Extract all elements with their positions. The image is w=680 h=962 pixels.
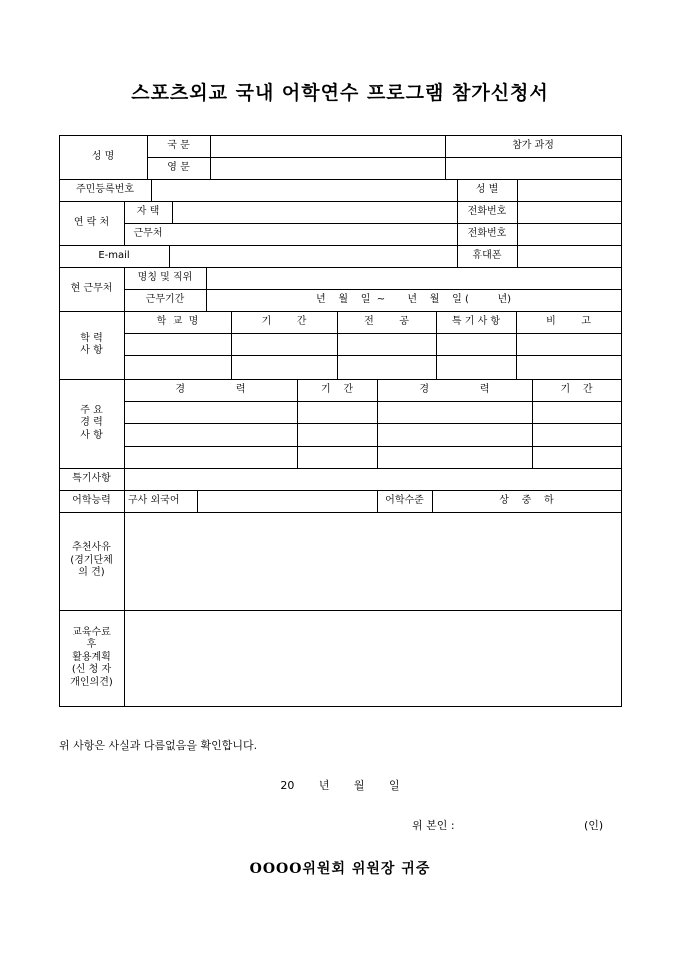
- work-period-line[interactable]: 년 월 일 ~ 년 월 일 ( 년): [315, 293, 512, 305]
- label-phone-home: 전화번호: [467, 205, 507, 217]
- date-line[interactable]: 20 년 월 일: [280, 779, 400, 792]
- input-office-address[interactable]: [172, 223, 457, 245]
- input-mobile[interactable]: [517, 245, 621, 267]
- label-work-period: 근무기간: [145, 293, 185, 305]
- input-position[interactable]: [206, 267, 621, 289]
- label-mobile: 휴대폰: [472, 249, 502, 261]
- career-col-career-2: 경 력: [419, 383, 490, 395]
- addressee: OOOO위원회 위원장 귀중: [249, 861, 431, 877]
- input-resident-number[interactable]: [151, 179, 457, 201]
- label-phone-office: 전화번호: [467, 227, 507, 239]
- input-email[interactable]: [169, 245, 457, 267]
- confirm-statement: 위 사항은 사실과 다름없음을 확인합니다.: [59, 739, 258, 752]
- edu-col-school: 학 교 명: [156, 315, 199, 327]
- edu-col-period: 기 간: [261, 315, 307, 327]
- applicant-label: 위 본인 :: [412, 819, 455, 832]
- career-col-period-1: 기 간: [320, 383, 354, 395]
- label-name: 성 명: [91, 150, 115, 162]
- label-course: 참가 과정: [512, 139, 554, 151]
- label-korean: 국 문: [167, 139, 190, 151]
- career-col-period-2: 기 간: [560, 383, 593, 395]
- label-plan: 교육수료 후 활용계획 (신 청 자 개인의견): [70, 626, 113, 688]
- input-special[interactable]: [124, 468, 621, 490]
- application-form-table: [59, 135, 622, 707]
- input-phone-office[interactable]: [517, 223, 621, 245]
- career-col-career-1: 경 력: [175, 383, 246, 395]
- label-special: 특기사항: [72, 472, 111, 484]
- label-language-level: 어학수준: [385, 494, 424, 506]
- input-plan[interactable]: [124, 610, 621, 706]
- edu-col-major: 전 공: [364, 315, 409, 327]
- edu-col-remarks: 비 고: [546, 315, 591, 327]
- input-foreign-language[interactable]: [197, 490, 377, 512]
- input-gender[interactable]: [517, 179, 621, 201]
- label-office: 근무처: [133, 227, 163, 239]
- label-contact: 연 락 처: [73, 216, 110, 228]
- label-resident-number: 주민등록번호: [76, 183, 134, 195]
- label-current-work: 현 근무처: [70, 282, 113, 294]
- edu-col-special: 특 기 사 항: [451, 315, 501, 327]
- label-education: 학 력 사 항: [80, 332, 103, 356]
- language-level-options[interactable]: 상 중 하: [499, 494, 554, 506]
- label-foreign-language: 구사 외국어: [128, 494, 180, 506]
- label-career: 주 요 경 력 사 항: [80, 404, 103, 441]
- label-english: 영 문: [167, 161, 190, 173]
- seal-mark: (인): [584, 819, 604, 832]
- input-name-english[interactable]: [210, 157, 445, 179]
- label-gender: 성 별: [475, 183, 499, 195]
- input-name-korean[interactable]: [210, 135, 445, 157]
- input-course[interactable]: [445, 157, 621, 179]
- input-home-address[interactable]: [172, 201, 457, 223]
- input-recommendation[interactable]: [124, 512, 621, 610]
- label-recommendation: 추천사유 (경기단체 의 견): [70, 542, 113, 579]
- input-phone-home[interactable]: [517, 201, 621, 223]
- form-title: 스포츠외교 국내 어학연수 프로그램 참가신청서: [131, 82, 549, 104]
- label-position: 명칭 및 직위: [137, 271, 193, 283]
- label-home: 자 택: [136, 205, 160, 217]
- label-language: 어학능력: [72, 494, 111, 506]
- label-email: E-mail: [98, 249, 130, 261]
